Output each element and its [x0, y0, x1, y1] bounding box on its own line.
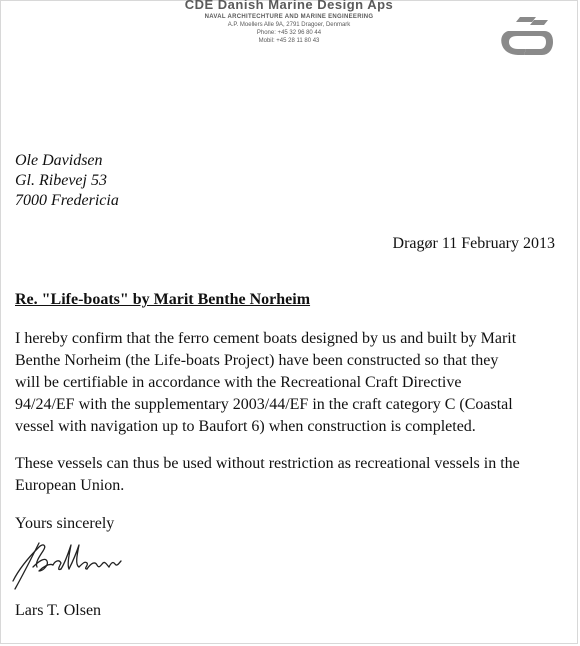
- body-line: will be certifiable in accordance with the Recreational Craft Directive: [15, 374, 462, 391]
- cde-logo-icon: [498, 15, 556, 61]
- body-line: 94/24/EF with the supplementary 2003/44/EF in the craft category C (Coastal: [15, 396, 513, 413]
- body-paragraph-1: [15, 328, 563, 438]
- company-tagline: NAVAL ARCHITECHTURE AND MARINE ENGINEERING: [204, 14, 374, 20]
- body-line: Benthe Norheim (the Life-boats Project) have been constructed so that they: [15, 352, 499, 369]
- body-line: vessel with navigation up to Baufort 6) when construction is completed.: [15, 418, 476, 435]
- closing-salutation: Yours sincerely: [15, 515, 115, 532]
- body-line: European Union.: [15, 477, 125, 494]
- company-address: A.P. Moellers Alle 9A, 2791 Dragoer, Denmark: [227, 22, 351, 28]
- handwritten-signature: [9, 537, 127, 595]
- letter-subject: Re. "Life-boats" by Marit Benthe Norheim: [15, 291, 311, 308]
- body-paragraph-2: [15, 453, 563, 497]
- recipient-name: Ole Davidsen: [15, 152, 103, 169]
- body-line: These vessels can thus be used without restriction as recreational vessels in the: [15, 455, 520, 472]
- letterhead: [1, 0, 577, 45]
- body-line: I hereby confirm that the ferro cement boats designed by us and built by Marit: [15, 330, 517, 347]
- recipient-city: 7000 Fredericia: [15, 192, 119, 209]
- recipient-street: Gl. Ribevej 53: [15, 172, 107, 189]
- letter-date: Dragør 11 February 2013: [392, 235, 555, 252]
- company-name: CDE Danish Marine Design Aps: [184, 0, 394, 12]
- company-phone: Phone: +45 32 96 80 44: [256, 30, 322, 36]
- company-mobile: Mobil: +45 28 11 80 43: [258, 38, 320, 44]
- signer-name: Lars T. Olsen: [15, 602, 102, 619]
- recipient-address: [15, 151, 119, 211]
